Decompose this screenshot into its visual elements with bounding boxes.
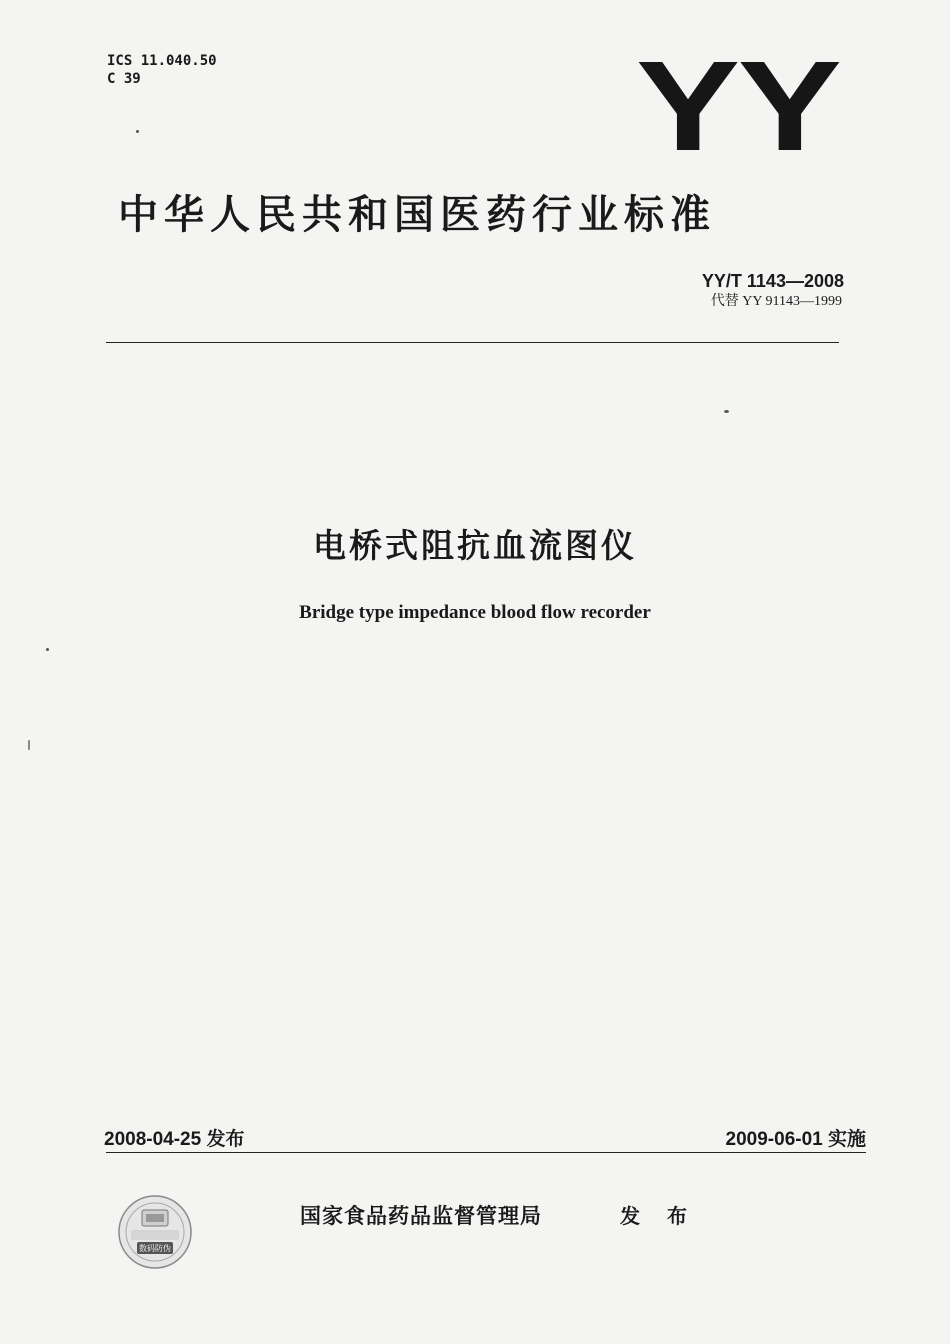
effective-date: 2009-06-01 实施: [725, 1129, 866, 1150]
scan-speck: [724, 410, 729, 413]
standard-title: 中华人民共和国医药行业标准: [118, 192, 716, 238]
anti-counterfeit-stamp-icon: [115, 1192, 195, 1272]
classification-codes: [107, 52, 217, 88]
standard-number: YY/T 1143—2008: [701, 271, 844, 291]
ccs-code: C 39: [107, 71, 141, 87]
scan-speck: [136, 130, 139, 133]
category-mark-logo: YY: [636, 35, 840, 178]
product-name-cn: 电桥式阻抗血流图仪: [313, 526, 637, 565]
publish-label: 发 布: [620, 1204, 697, 1228]
footer-divider: [106, 1152, 866, 1153]
replaces-note: 代替 YY 91143—1999: [710, 294, 842, 309]
publisher-name: 国家食品药品监督管理局: [300, 1204, 542, 1228]
issue-date: 2008-04-25 发布: [104, 1129, 245, 1150]
scan-speck: [46, 648, 49, 651]
header-divider: [106, 342, 839, 343]
scan-speck: [28, 740, 30, 750]
stamp-label: 数码防伪: [139, 1244, 171, 1253]
product-name-en: Bridge type impedance blood flow recorder: [299, 602, 651, 623]
ics-code: ICS 11.040.50: [107, 53, 217, 69]
